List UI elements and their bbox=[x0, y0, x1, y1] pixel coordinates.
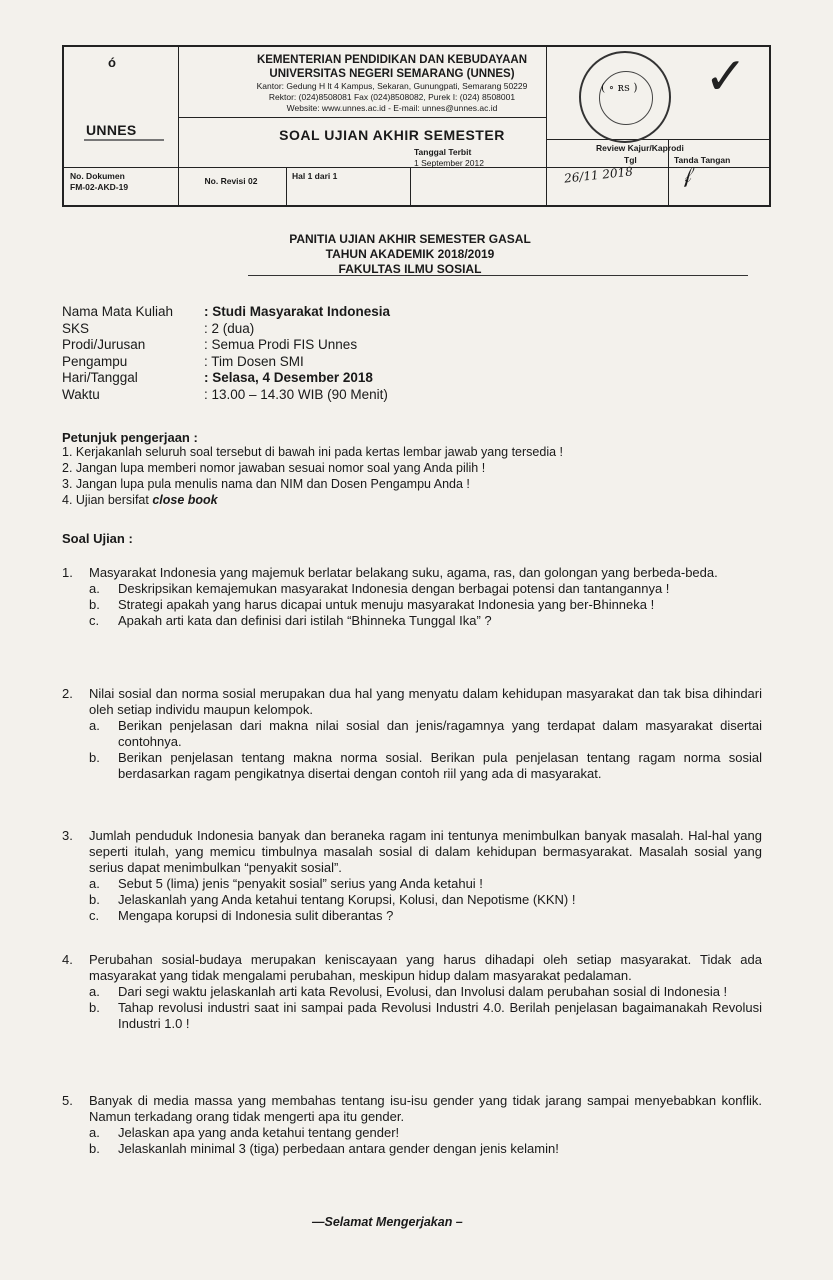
question-5: 5. Banyak di media massa yang membahas tentang isu-isu gender yang tidak jarang sampai menyebabkan konflik. Namun terkadang orang tidak mengerti apa itu gender. a. Jelaskan apa yang anda ketahui tentang gender! b. Jelaskanlah minimal 3 (tiga) perbedaan antara gender dengan jenis kelamin! bbox=[62, 1093, 762, 1156]
university-logo-icon: ó bbox=[108, 55, 116, 70]
instruction-item: 2. Jangan lupa memberi nomor jawaban sesuai nomor soal yang Anda pilih ! bbox=[62, 461, 486, 475]
instruction-item: 4. Ujian bersifat close book bbox=[62, 493, 218, 507]
official-stamp bbox=[579, 51, 671, 143]
stamp-text: ( ∘ ʀs ) bbox=[601, 81, 638, 94]
exam-committee: PANITIA UJIAN AKHIR SEMESTER GASAL TAHUN AKADEMIK 2018/2019 FAKULTAS ILMU SOSIAL bbox=[289, 232, 531, 276]
ministry-title: KEMENTERIAN PENDIDIKAN DAN KEBUDAYAAN UNIVERSITAS NEGERI SEMARANG (UNNES) bbox=[256, 54, 528, 80]
doc-title: SOAL UJIAN AKHIR SEMESTER bbox=[279, 127, 505, 143]
course-info: Nama Mata Kuliah : Studi Masyarakat Indonesia SKS : 2 (dua) Prodi/Jurusan : Semua Prodi FIS Unnes Pengampu : Tim Dosen SMI Hari/Tanggal : Selasa, 4 Desember 2018 Waktu : 13.00 – 14.30 WIB (90 Menit) bbox=[62, 304, 391, 402]
closing-text: —Selamat Mengerjakan – bbox=[312, 1215, 463, 1229]
document-header bbox=[62, 45, 771, 207]
revision-number: No. Revisi 02 bbox=[204, 176, 258, 186]
checkmark-icon: ✓ bbox=[704, 48, 748, 106]
signature-label: Tanda Tangan bbox=[674, 155, 731, 165]
issue-date: Tanggal Terbit 1 September 2012 bbox=[414, 147, 484, 168]
university-logo-text: UNNES bbox=[86, 122, 137, 138]
doc-number: No. Dokumen FM-02-AKD-19 bbox=[70, 171, 129, 192]
instruction-item: 3. Jangan lupa pula menulis nama dan NIM dan Dosen Pengampu Anda ! bbox=[62, 477, 470, 491]
question-2: 2. Nilai sosial dan norma sosial merupakan dua hal yang menyatu dalam kehidupan masyarakat dan tak bisa dihindari oleh setiap individu maupun kelompok. a. Berikan penjelasan dari makna nilai sosial dan jenis/ragamnya yang terdapat dalam masyarakat disertai contohnya. b. Berikan penjelasan tentang makna norma sosial. Berikan pula penjelasan tentang ragam norma sosial berdasarkan ragam pengikatnya disertai dengan contoh riil yang ada di masyarakat. bbox=[62, 686, 762, 781]
instructions-title: Petunjuk pengerjaan : bbox=[62, 430, 198, 445]
question-3: 3. Jumlah penduduk Indonesia banyak dan beraneka ragam ini tentunya menimbulkan banyak masalah. Hal-hal yang seperti itulah, yang memicu timbulnya masalah sosial di dalam kehidupan bermasyarakat. Masalah sosial yang serius dapat menimbulkan “penyakit sosial”. a. Sebut 5 (lima) jenis “penyakit sosial” serius yang Anda ketahui ! b. Jelaskanlah yang Anda ketahui tentang Korupsi, Kolusi, dan Nepotisme (KKN) ! c. Mengapa korupsi di Indonesia sulit diberantas ? bbox=[62, 828, 762, 923]
questions-title: Soal Ujian : bbox=[62, 531, 133, 546]
tgl-label: Tgl bbox=[624, 155, 637, 165]
instructions-list bbox=[62, 444, 563, 508]
instruction-item: 1. Kerjakanlah seluruh soal tersebut di bawah ini pada kertas lembar jawab yang tersedia ! bbox=[62, 445, 563, 459]
logo-underline bbox=[84, 139, 164, 141]
question-4: 4. Perubahan sosial-budaya merupakan keniscayaan yang harus dihadapi oleh setiap masyarakat. Tidak ada masyarakat yang tidak mengalami perubahan, meskipun hidup dalam masyarakat pedalaman. a. Dari segi waktu jelaskanlah arti kata Revolusi, Evolusi, dan Involusi dalam perubahan sosial di Indonesia ! b. Tahap revolusi industri saat ini sampai pada Revolusi Industri 4.0. Berilah penjelasan bagaimanakah Revolusi Industri 1.0 ! bbox=[62, 952, 762, 1031]
page-info: Hal 1 dari 1 bbox=[292, 171, 338, 181]
review-label: Review Kajur/Kaprodi bbox=[596, 143, 684, 153]
handwritten-signature-icon: 𝒻 bbox=[679, 162, 693, 188]
divider bbox=[248, 275, 748, 276]
university-address: Kantor: Gedung H lt 4 Kampus, Sekaran, Gunungpati, Semarang 50229 Rektor: (024)8508081 Fax (024)8508082, Purek I: (024) 8508001 Website: www.unnes.ac.id - E-mail: unnes@unnes.ac.id bbox=[256, 81, 528, 113]
question-1: 1. Masyarakat Indonesia yang majemuk berlatar belakang suku, agama, ras, dan golongan yang berbeda-beda. a. Deskripsikan kemajemukan masyarakat Indonesia dengan berbagai potensi dan tantangannya ! b. Strategi apakah yang harus dicapai untuk menuju masyarakat Indonesia yang ber-Bhinneka ! c. Apakah arti kata dan definisi dari istilah “Bhinneka Tunggal Ika” ? bbox=[62, 565, 718, 628]
handwritten-date: 26/11 2018 bbox=[563, 164, 634, 186]
